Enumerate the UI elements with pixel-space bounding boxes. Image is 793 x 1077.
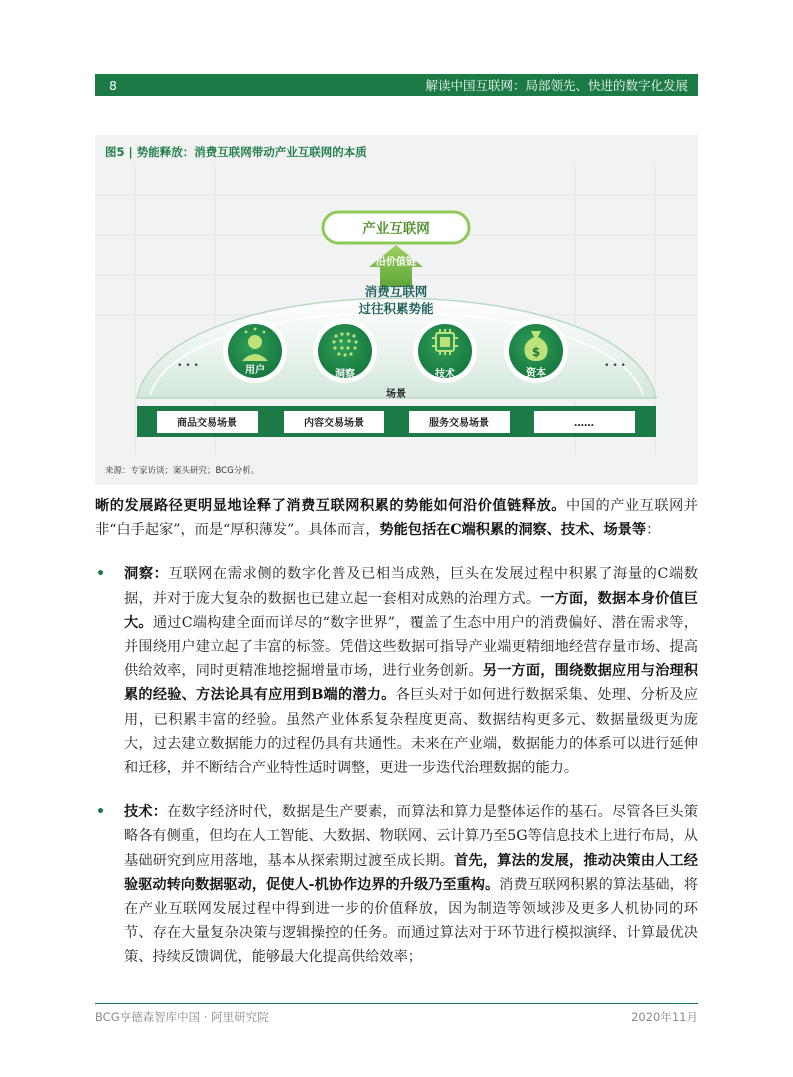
bullet-insight-text-1: 互联网在需求侧的数字化普及已相当成熟，巨头在发展过程中积累了海量的C端数据，并对于庞大复杂的数据也已建立起一套相对成熟的治理方式。 [124,566,698,607]
scene-label-more: …… [574,418,594,429]
figure-5 [95,135,698,485]
figure-title: 图5 | 势能释放：消费互联网带动产业互联网的本质 [105,145,367,159]
bullet-insight-bold-1: 一方面，数据本身价值巨大。 [124,590,698,631]
footer-rule [95,1003,698,1004]
icon-label-capital: 资本 [526,368,546,379]
bullet-list [95,562,698,969]
bullet-insight-bold-2: 另一方面，围绕数据应用与治理积累的经验、方法论具有应用到B端的潜力。 [124,663,698,704]
ellipsis-right: • • • [604,361,626,371]
bullet-technology-text-2: 消费互联网积累的算法基础，将在产业互联网发展过程中得到进一步的价值释放，因为制造等领域涉及更多人机协同的环节、存在大量复杂决策与逻辑操控的任务。而通过算法对于环节进行模拟演绎、计算最优决策、持续反馈调优，能够最大化提高供给效率； [124,876,698,966]
figure-diagram [95,135,698,485]
chip-icon [432,329,458,355]
dome-title-line2: 过往积累势能 [358,301,434,316]
body-text [95,494,698,990]
running-title: 解读中国互联网：局部领先、快进的数字化发展 [425,78,688,93]
scene-label: 场景 [386,389,406,400]
scene-label-content: 内容交易场景 [304,418,364,429]
value-chain-label: 沿价值链 [376,257,416,268]
scene-label-service: 服务交易场景 [429,418,489,429]
header-bar [95,74,698,96]
bullet-insight-text-2: 通过C端构建全面而详尽的“数字世界”，覆盖了生态中用户的消费偏好、潜在需求等，并围绕用户建立起了丰富的标签。凭借这些数据可指导产业端更精细地经营存量市场、提高供给效率，同时更精准地挖掘增量市场，进行业务创新。 [124,614,698,680]
intro-text-2: ： [646,522,661,539]
figure-source: 来源：专家访谈；案头研究；BCG分析。 [105,466,260,476]
scene-label-goods: 商品交易场景 [177,418,237,429]
dome-title-line1: 消费互联网 [364,284,428,299]
intro-bold-1: 晰的发展路径更明显地诠释了消费互联网积累的势能如何沿价值链释放。 [95,498,567,514]
ellipsis-left: • • • [177,361,199,371]
bullet-technology [95,800,698,969]
industrial-internet-label: 产业互联网 [362,221,430,237]
icon-label-user: 用户 [245,365,265,376]
intro-bold-2: 势能包括在C端积累的洞察、技术、场景等 [379,522,647,539]
bullet-technology-lead: 技术： [124,804,168,821]
footer-publisher: BCG亨德森智库中国 · 阿里研究院 [95,1010,269,1024]
bullet-insight-lead: 洞察： [124,566,169,583]
page-number: 8 [109,77,117,93]
bullet-insight [95,562,698,780]
technology-icon-node [413,319,477,383]
icon-label-technology: 技术 [435,369,455,380]
bullet-dot: • [96,566,106,583]
user-icon-node [223,319,287,383]
capital-icon-node [504,319,568,383]
insight-icon-node [313,319,377,383]
bullet-technology-text-1: 在数字经济时代，数据是生产要素，而算法和算力是整体运作的基石。尽管各巨头策略各有侧重，但均在人工智能、大数据、物联网、云计算乃至5G等信息技术上进行布局，从基础研究到应用落地，基本从探索期过渡至成长期。 [124,804,698,869]
bullet-insight-text-3: 各巨头对于如何进行数据采集、处理、分析及应用，已积累丰富的经验。虽然产业体系复杂程度更高、数据结构更多元、数据量级更为庞大，过去建立数据能力的过程仍具有共通性。未来在产业端，数据能力的体系可以进行延伸和迁移，并不断结合产业特性适时调整，更进一步迭代治理数据的能力。 [124,687,698,777]
icon-label-insight: 洞察 [335,369,355,380]
svg-text:$: $ [531,345,541,359]
bullet-dot: • [96,804,106,821]
intro-paragraph [95,494,698,542]
bullet-technology-bold-1: 首先，算法的发展，推动决策由人工经验驱动转向数据驱动，促使人-机协作边界的升级乃至重构。 [124,852,698,893]
intro-text-1: 中国的产业互联网并非“白手起家”，而是“厚积薄发”。具体而言， [95,498,698,539]
footer-date: 2020年11月 [631,1010,698,1024]
